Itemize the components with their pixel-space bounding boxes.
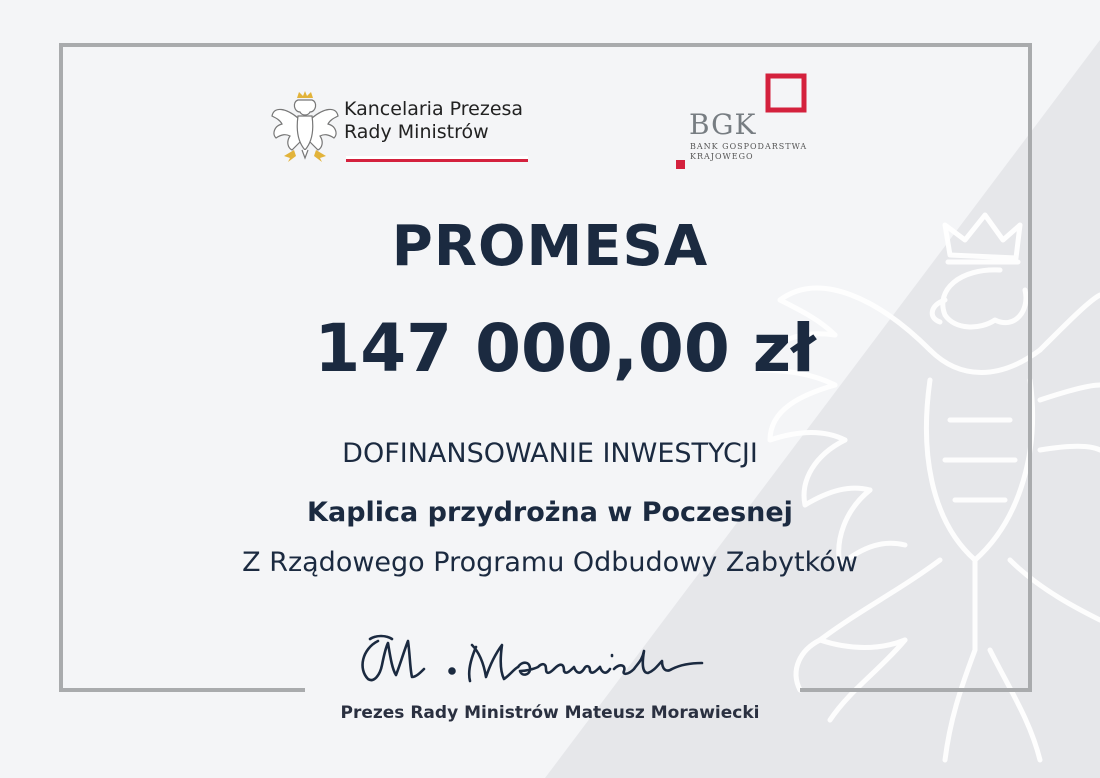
bgk-full-name — [690, 142, 807, 162]
kprm-name — [344, 98, 523, 144]
grant-amount: 147 000,00 zł — [314, 310, 816, 387]
program-name: Z Rządowego Programu Odbudowy Zabytków — [242, 547, 858, 578]
document-subtitle: DOFINANSOWANIE INWESTYCJI — [342, 438, 758, 469]
bgk-sub-line2: KRAJOWEGO — [690, 152, 754, 161]
kprm-line2: Rady Ministrów — [344, 121, 489, 143]
polish-eagle-icon — [270, 90, 340, 165]
document-title: PROMESA — [391, 214, 709, 279]
kprm-logo — [270, 90, 535, 170]
project-name: Kaplica przydrożna w Poczesnej — [307, 497, 793, 528]
handwritten-signature — [350, 625, 750, 695]
signer-name: Prezes Rady Ministrów Mateusz Morawiecki — [340, 703, 760, 723]
flag-stripe-red — [346, 159, 528, 162]
bgk-sub-line1: BANK GOSPODARSTWA — [690, 142, 808, 151]
bgk-wordmark: BGK — [689, 108, 757, 141]
bgk-logo — [670, 72, 830, 172]
kprm-line1: Kancelaria Prezesa — [344, 98, 524, 120]
